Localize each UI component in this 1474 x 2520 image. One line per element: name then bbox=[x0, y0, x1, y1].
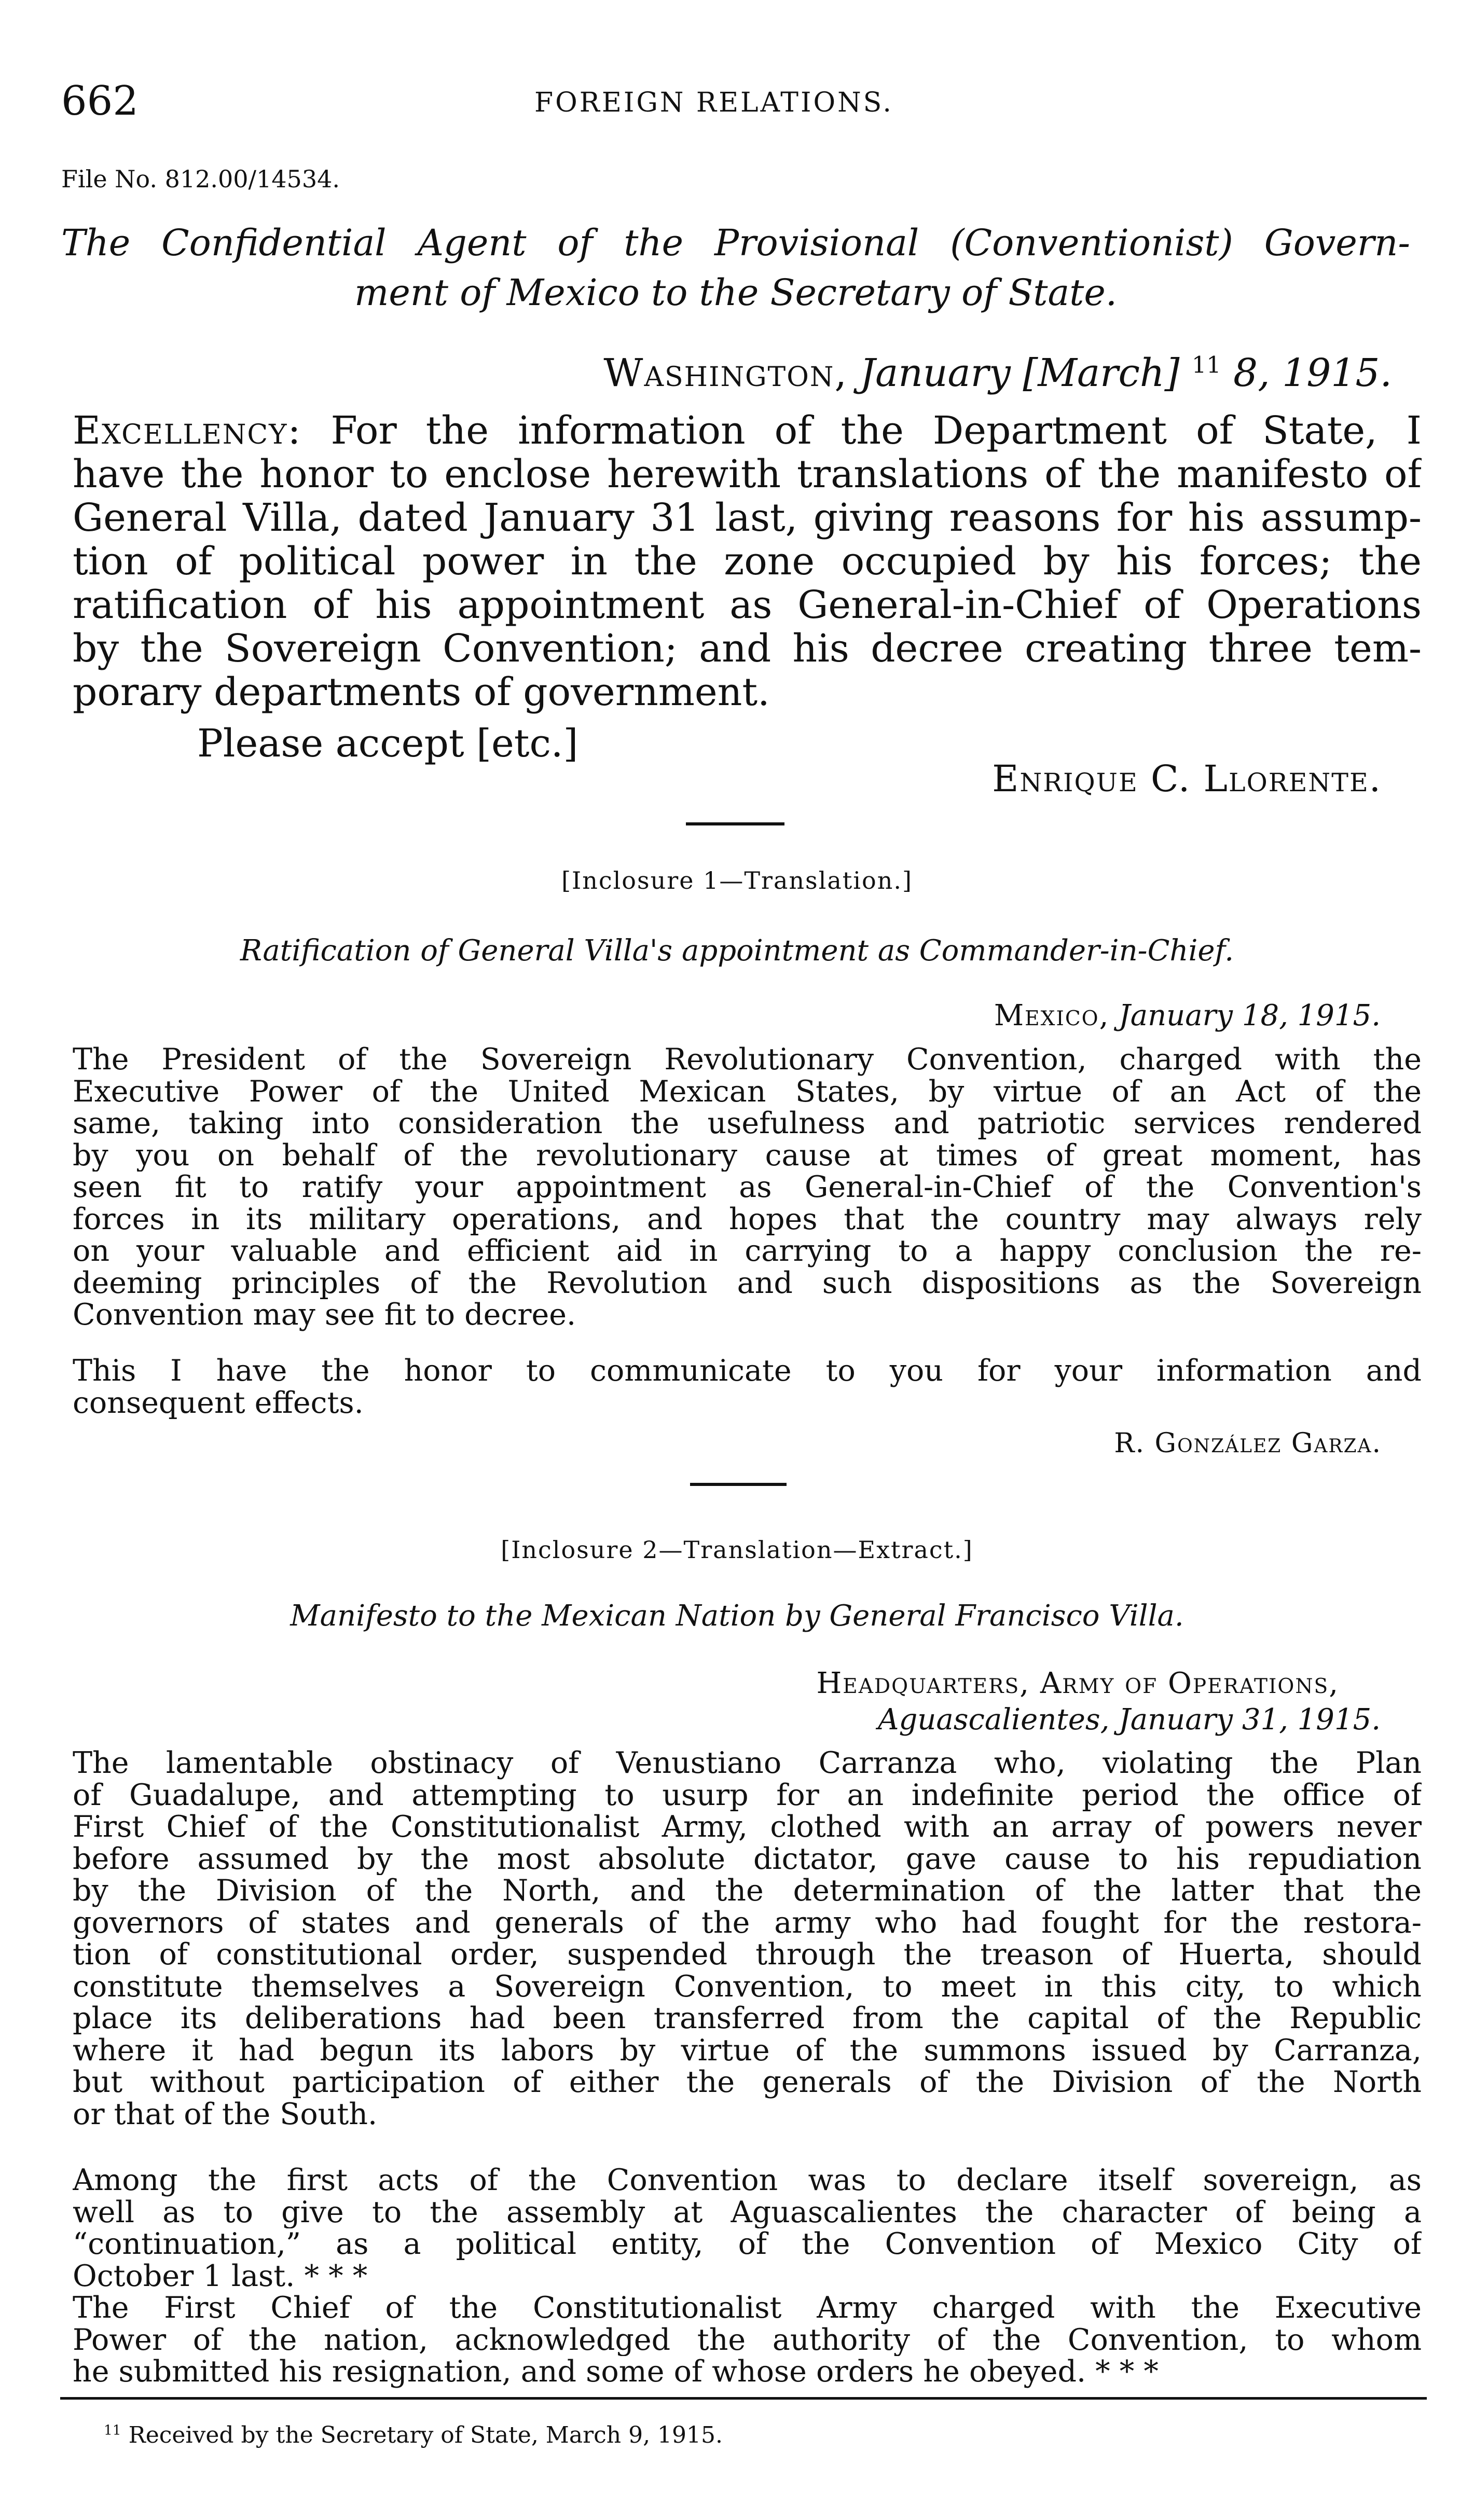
inclosure-2-paragraph-1 bbox=[73, 1747, 1422, 2130]
text-line: First Chief of the Constitutionalist Army, clothed with an array of powers never bbox=[73, 1811, 1422, 1843]
footnote-text: Received by the Secretary of State, March 9, 1915. bbox=[121, 2422, 723, 2448]
inclosure-1-signature: R. González Garza. bbox=[1114, 1428, 1382, 1459]
text-line: of Guadalupe, and attempting to usurp for an indefinite period the office of bbox=[73, 1779, 1422, 1811]
text-line: place its deliberations had been transferred from the capital of the Republic bbox=[73, 2003, 1422, 2035]
letter-title-line-1: The Confidential Agent of the Provisional (Conventionist) Govern- bbox=[61, 222, 1410, 264]
text-line: well as to give to the assembly at Aguascalientes the character of being a bbox=[73, 2196, 1422, 2228]
text-line: The President of the Sovereign Revolutionary Convention, charged with the bbox=[73, 1044, 1422, 1076]
dateline-date: January 18, 1915. bbox=[1119, 999, 1381, 1032]
text-line: October 1 last. * * * bbox=[73, 2260, 368, 2292]
dateline-place: Washington, bbox=[603, 351, 848, 395]
dateline-place: Mexico, bbox=[994, 999, 1110, 1032]
text-line: This I have the honor to communicate to you for your information and bbox=[73, 1355, 1422, 1387]
text-line: tion of constitutional order, suspended through the treason of Huerta, should bbox=[73, 1939, 1422, 1971]
text-line: “continuation,” as a political entity, of the Convention of Mexico City of bbox=[73, 2228, 1422, 2261]
letter-closing: Please accept [etc.] bbox=[197, 721, 578, 766]
text-line: he submitted his resignation, and some of whose orders he obeyed. * * * bbox=[73, 2356, 1159, 2388]
letter-signature: Enrique C. Llorente. bbox=[992, 758, 1382, 800]
text-line: Power of the nation, acknowledged the authority of the Convention, to whom bbox=[73, 2324, 1422, 2356]
text-line: Among the first acts of the Convention was to declare itself sovereign, as bbox=[73, 2165, 1422, 2197]
text-line: The First Chief of the Constitutionalist Army charged with the Executive bbox=[73, 2292, 1422, 2324]
inclosure-1-paragraph-2 bbox=[73, 1355, 1422, 1419]
body-line: Excellency: For the information of the Department of State, I bbox=[73, 409, 1422, 452]
text-line: The lamentable obstinacy of Venustiano Carranza who, violating the Plan bbox=[73, 1747, 1422, 1780]
inclosure-2-paragraph-3 bbox=[73, 2292, 1422, 2388]
text-line: by you on behalf of the revolutionary cause at times of great moment, has bbox=[73, 1139, 1422, 1172]
page-number: 662 bbox=[61, 78, 139, 125]
footnote-rule bbox=[60, 2397, 1427, 2400]
text-line: but without participation of either the generals of the Division of the North bbox=[73, 2067, 1422, 2099]
text-line: governors of states and generals of the army who had fought for the restora- bbox=[73, 1907, 1422, 1939]
text-line: or that of the South. bbox=[73, 2098, 378, 2130]
inclosure-2-label: [Inclosure 2—Translation—Extract.] bbox=[501, 1536, 973, 1564]
body-line: have the honor to enclose herewith translations of the manifesto of bbox=[73, 452, 1422, 496]
headquarters-date-line: Aguascalientes, January 31, 1915. bbox=[878, 1703, 1381, 1737]
letter-body bbox=[73, 409, 1422, 714]
text-line: same, taking into consideration the usefulness and patriotic services rendered bbox=[73, 1108, 1422, 1140]
inclosure-1-dateline bbox=[994, 999, 1381, 1032]
body-line: porary departments of government. bbox=[73, 670, 770, 714]
text-line: constitute themselves a Sovereign Convention, to meet in this city, to which bbox=[73, 1971, 1422, 2003]
file-number: File No. 812.00/14534. bbox=[61, 165, 340, 193]
text-line: Executive Power of the United Mexican States, by virtue of an Act of the bbox=[73, 1076, 1422, 1108]
text-line: deeming principles of the Revolution and such dispositions as the Sovereign bbox=[73, 1267, 1422, 1299]
text-line: Convention may see fit to decree. bbox=[73, 1299, 576, 1331]
letter-dateline bbox=[603, 351, 1392, 395]
footnote-marker: 11 bbox=[104, 2422, 121, 2439]
salutation: Excellency: bbox=[73, 409, 302, 452]
text-line: by the Division of the North, and the determination of the latter that the bbox=[73, 1875, 1422, 1907]
section-divider bbox=[686, 822, 784, 825]
footnote bbox=[104, 2422, 723, 2448]
inclosure-1-label: [Inclosure 1—Translation.] bbox=[561, 866, 913, 894]
body-line: by the Sovereign Convention; and his decree creating three tem- bbox=[73, 627, 1422, 670]
body-line: General Villa, dated January 31 last, giving reasons for his assump- bbox=[73, 496, 1422, 540]
text-line: forces in its military operations, and hopes that the country may always rely bbox=[73, 1203, 1422, 1235]
inclosure-2-heading: Manifesto to the Mexican Nation by General Francisco Villa. bbox=[290, 1599, 1184, 1633]
body-line: tion of political power in the zone occupied by his forces; the bbox=[73, 540, 1422, 583]
headquarters-line: Headquarters, Army of Operations, bbox=[816, 1667, 1339, 1700]
text-line: where it had begun its labors by virtue of the summons issued by Carranza, bbox=[73, 2034, 1422, 2067]
running-title: FOREIGN RELATIONS. bbox=[534, 87, 893, 118]
dateline-date-a: January [March] bbox=[860, 351, 1180, 395]
inclosure-1-paragraph-1 bbox=[73, 1044, 1422, 1331]
section-divider bbox=[690, 1483, 787, 1486]
text-line: on your valuable and efficient aid in carrying to a happy conclusion the re- bbox=[73, 1235, 1422, 1268]
text-line: before assumed by the most absolute dictator, gave cause to his repudiation bbox=[73, 1843, 1422, 1875]
letter-title-line-2: ment of Mexico to the Secretary of State. bbox=[354, 271, 1118, 314]
inclosure-2-paragraph-2 bbox=[73, 2165, 1422, 2292]
dateline-date-b: 8, 1915. bbox=[1233, 351, 1392, 395]
inclosure-1-heading: Ratification of General Villa's appointment as Commander-in-Chief. bbox=[240, 934, 1234, 968]
body-line: ratification of his appointment as General-in-Chief of Operations bbox=[73, 583, 1422, 627]
text-line: seen fit to ratify your appointment as General-in-Chief of the Convention's bbox=[73, 1172, 1422, 1204]
text-line: consequent effects. bbox=[73, 1387, 364, 1419]
footnote-ref: 11 bbox=[1191, 352, 1221, 379]
